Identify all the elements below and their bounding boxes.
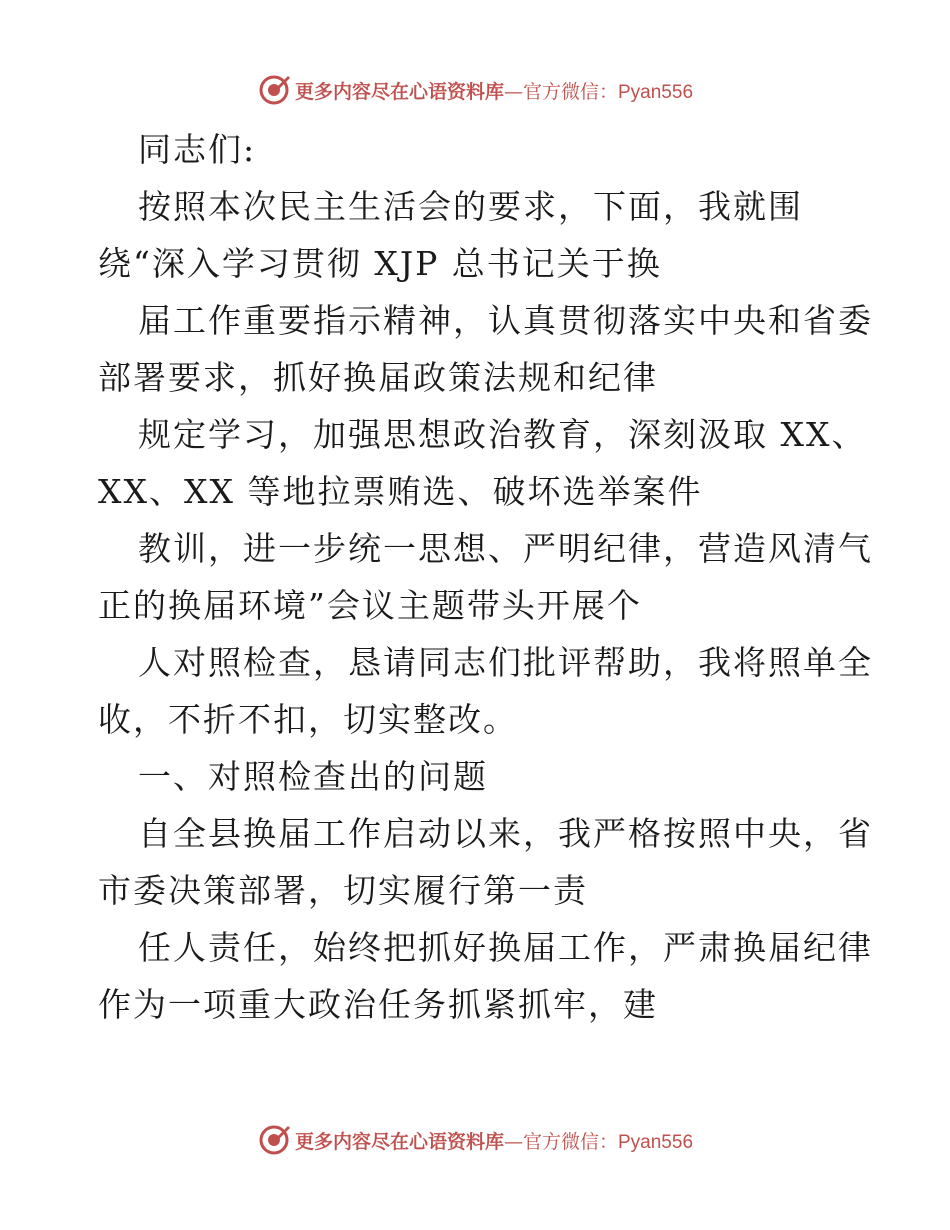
paragraph-line: 自全县换届工作启动以来，我严格按照中央，省 [138,814,873,853]
paragraph-line: XX、XX 等地拉票贿选、破坏选举案件 [98,472,703,511]
pen-circle-icon [257,1123,291,1157]
paragraph-line: 按照本次民主生活会的要求，下面，我就围 [138,187,803,226]
paragraph-line: 作为一项重大政治任务抓紧抓牢，建 [98,985,658,1024]
paragraph-line: 人对照检查，恳请同志们批评帮助，我将照单全 [138,643,873,682]
pen-circle-icon [257,73,291,107]
paragraph-line: 教训，进一步统一思想、严明纪律，营造风清气 [138,529,873,568]
paragraph-line: 正的换届环境”会议主题带头开展个 [98,586,642,625]
paragraph-line: 任人责任，始终把抓好换届工作，严肃换届纪律 [138,928,873,967]
paragraph-line: 绕“深入学习贯彻 XJP 总书记关于换 [98,244,662,283]
watermark-text: 更多内容尽在心语资料库—官方微信：Pyan556 [294,1130,694,1153]
paragraph-line: 同志们: [138,130,257,169]
paragraph-line: 部署要求，抓好换届政策法规和纪律 [98,358,658,397]
paragraph-line: 一、对照检查出的问题 [138,757,488,796]
watermark-header [0,70,950,110]
paragraph-line: 届工作重要指示精神，认真贯彻落实中央和省委 [138,301,873,340]
watermark-footer [0,1120,950,1160]
watermark-text: 更多内容尽在心语资料库—官方微信：Pyan556 [294,80,694,103]
paragraph-line: 规定学习，加强思想政治教育，深刻汲取 XX、 [138,415,867,454]
paragraph-line: 收，不折不扣，切实整改。 [98,700,518,739]
paragraph-line: 市委决策部署，切实履行第一责 [98,871,588,910]
